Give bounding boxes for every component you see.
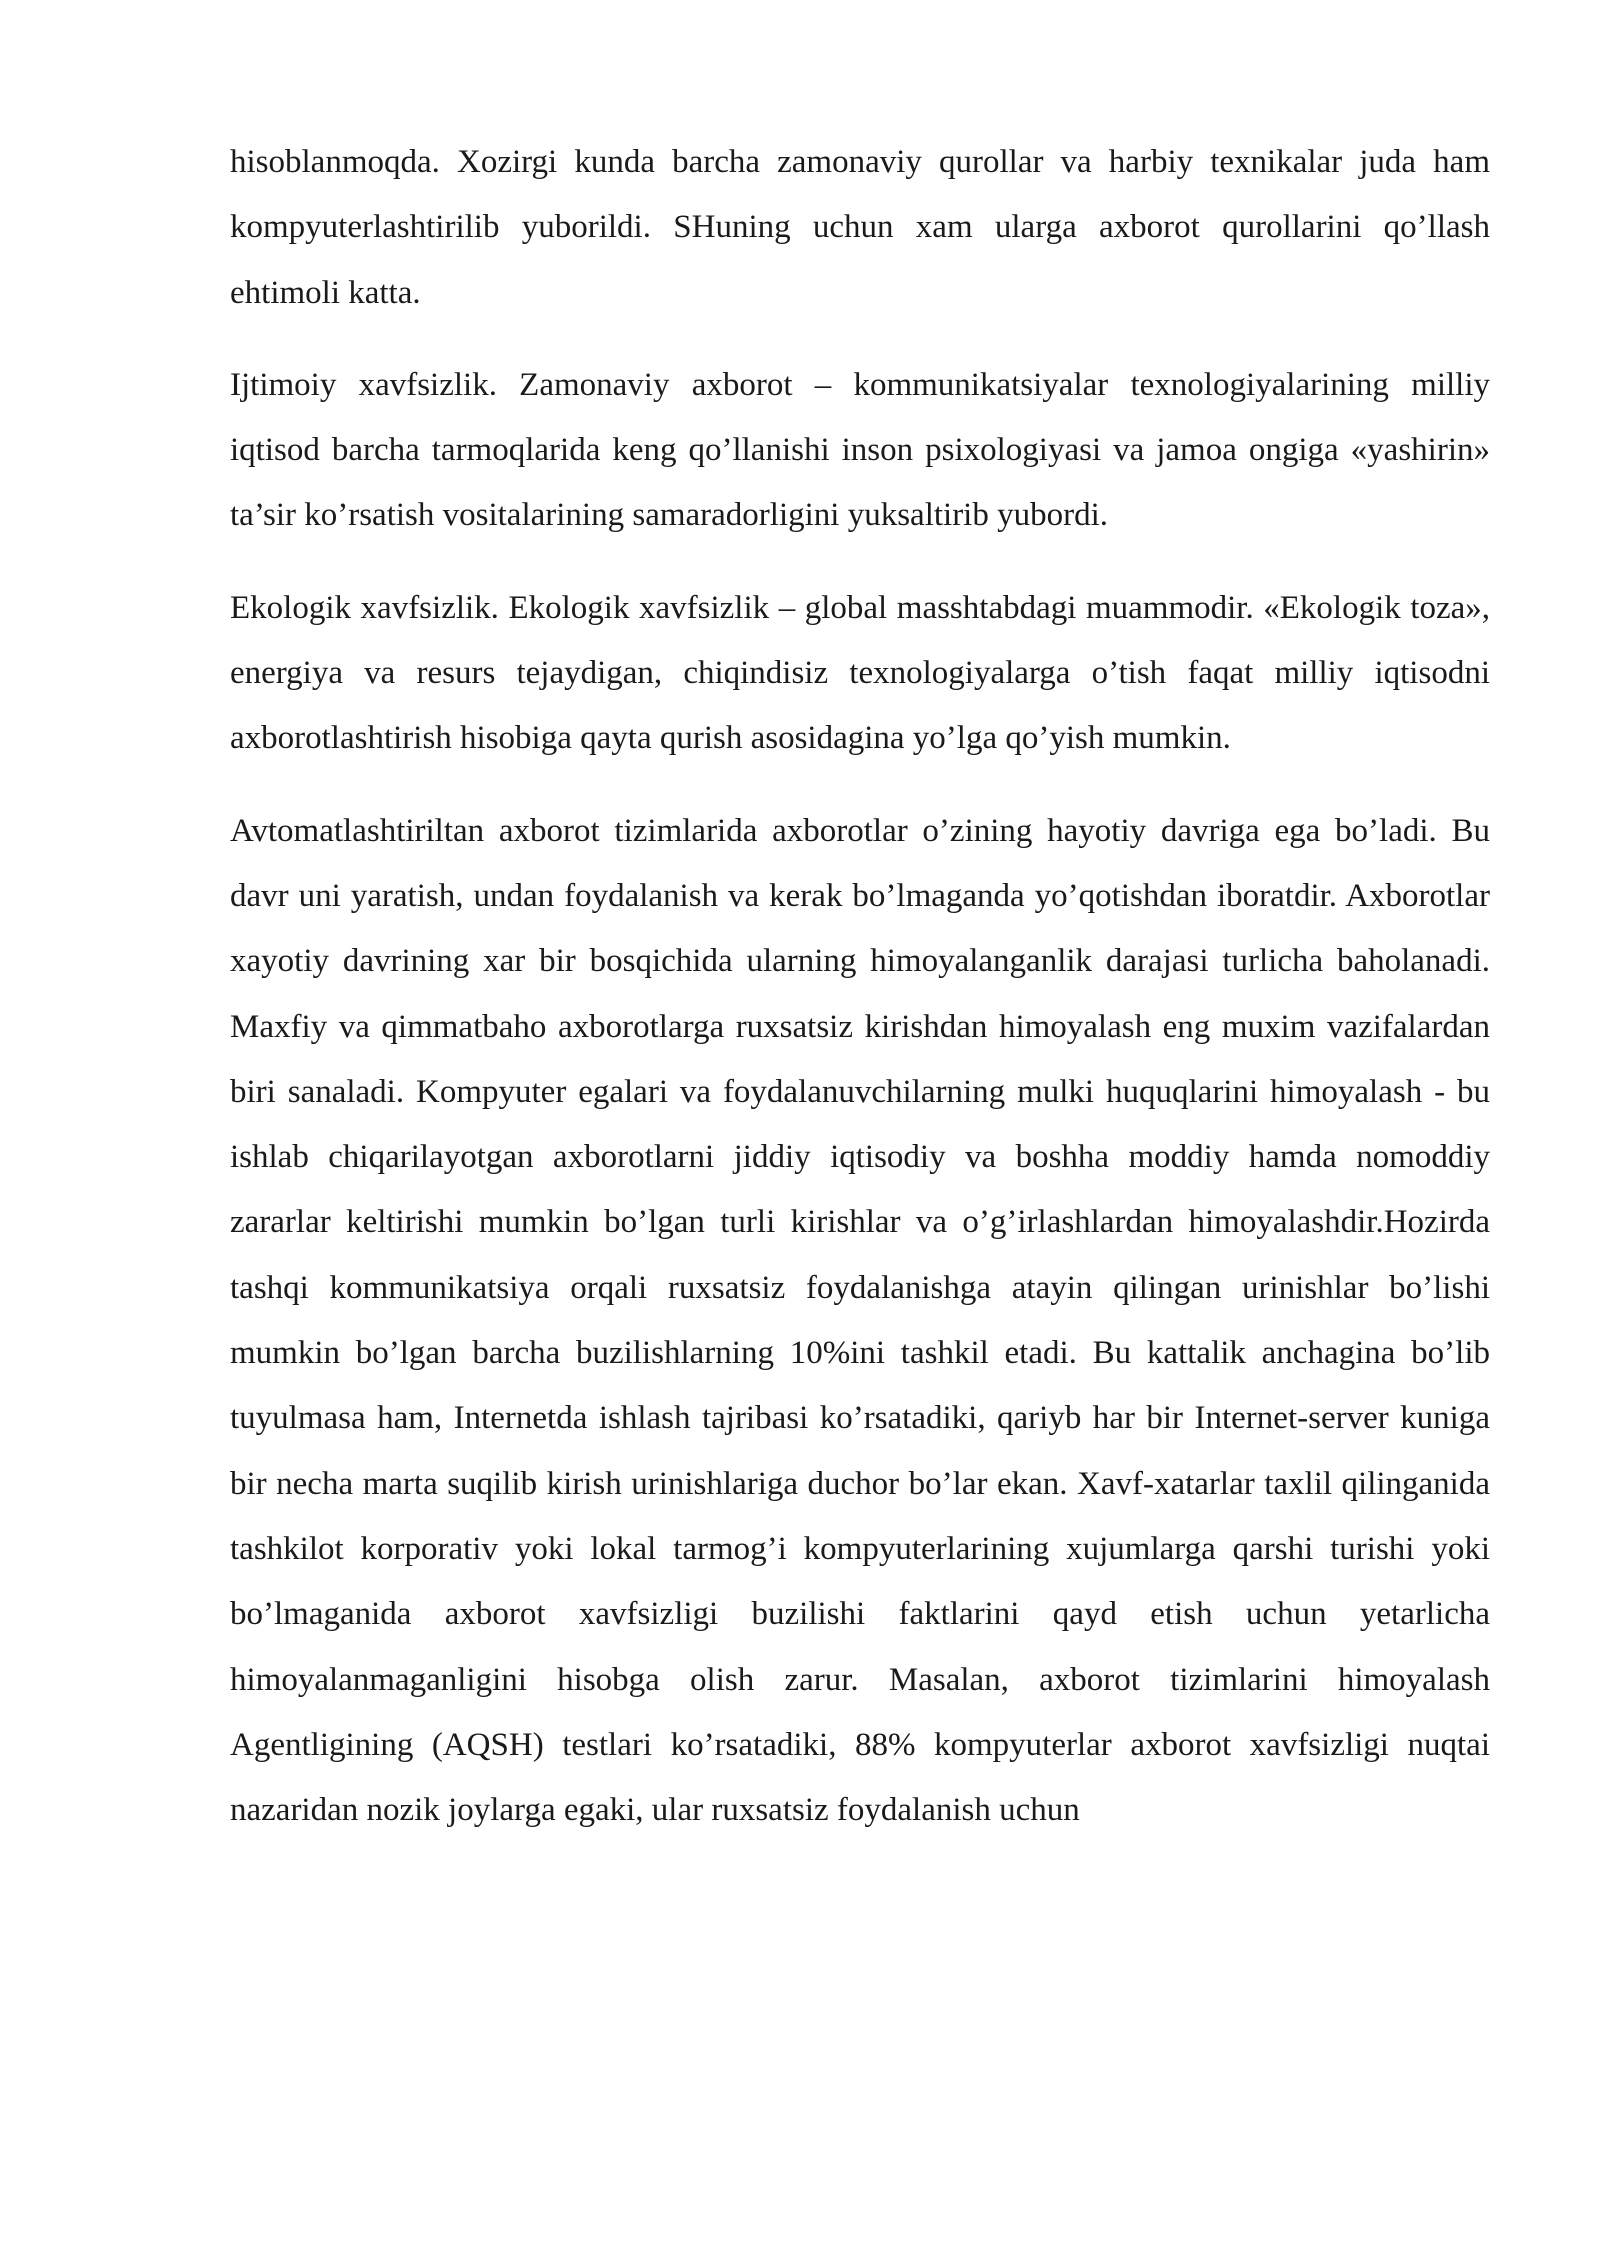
paragraph-social-security: Ijtimoiy xavfsizlik. Zamonaviy axborot – kommunikatsiyalar texnologiyalarining milliy iqtisod barcha tarmoqlarida keng qo’llanishi inson psixologiyasi va jamoa ongiga «yashirin» ta’sir ko’rsatish vositalarining samaradorligini yuksaltirib yubordi. — [230, 366, 1490, 534]
document-page — [230, 130, 1490, 1870]
paragraph-ecological-security: Ekologik xavfsizlik. Ekologik xavfsizlik – global masshtabdagi muammodir. «Ekologik toza», energiya va resurs tejaydigan, chiqindisiz texnologiyalarga o’tish faqat milliy iqtisodni axborotlashtirish hisobiga qayta qurish asosidagina yo’lga qo’yish mumkin. — [230, 589, 1490, 757]
paragraph-information-lifecycle: Avtomatlashtiriltan axborot tizimlarida axborotlar o’zining hayotiy davriga ega bo’ladi. Bu davr uni yaratish, undan foydalanish va kerak bo’lmaganda yo’qotishdan iboratdir. Axborotlar xayotiy davrining xar bir bosqichida ularning himoyalanganlik darajasi turlicha baholanadi. Maxfiy va qimmatbaho axborotlarga ruxsatsiz kirishdan himoyalash eng muxim vazifalardan biri sanaladi. Kompyuter egalari va foydalanuvchilarning mulki huquqlarini himoyalash - bu ishlab chiqarilayotgan axborotlarni jiddiy iqtisodiy va boshha moddiy hamda nomoddiy zararlar keltirishi mumkin bo’lgan turli kirishlar va o’g’irlashlardan himoyalashdir.Hozirda tashqi kommunikatsiya orqali ruxsatsiz foydalanishga atayin qilingan urinishlar bo’lishi mumkin bo’lgan barcha buzilishlarning 10%ini tashkil etadi. Bu kattalik anchagina bo’lib tuyulmasa ham, Internetda ishlash tajribasi ko’rsatadiki, qariyb har bir Internet-server kuniga bir necha marta suqilib kirish urinishlariga duchor bo’lar ekan. Xavf-xatarlar taxlil qilinganida tashkilot korporativ yoki lokal tarmog’i kompyuterlarining xujumlarga qarshi turishi yoki bo’lmaganida axborot xavfsizligi buzilishi faktlarini qayd etish uchun yetarlicha himoyalanmaganligini hisobga olish zarur. Masalan, axborot tizimlarini himoyalash Agentligining (AQSH) testlari ko’rsatadiki, 88% kompyuterlar axborot xavfsizligi nuqtai nazaridan nozik joylarga egaki, ular ruxsatsiz foydalanish uchun — [230, 812, 1490, 1829]
paragraph-military-computerization: hisoblanmoqda. Xozirgi kunda barcha zamonaviy qurollar va harbiy texnikalar juda ham kompyuterlashtirilib yuborildi. SHuning uchun xam ularga axborot qurollarini qo’llash ehtimoli katta. — [230, 144, 1490, 311]
